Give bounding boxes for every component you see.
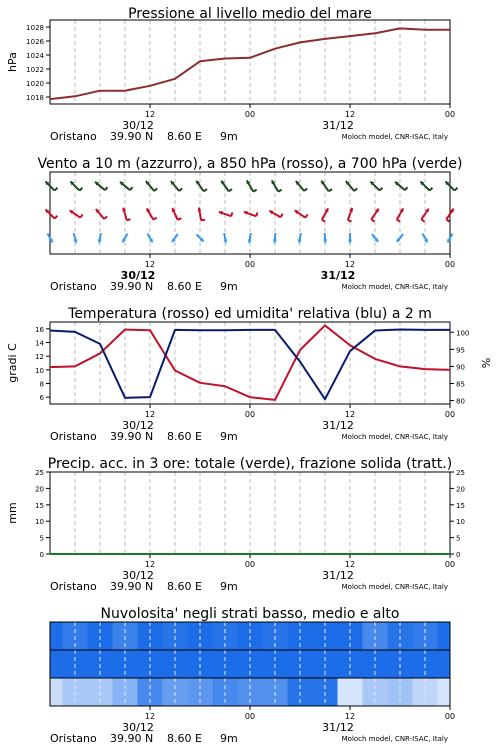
footer-elevation: 9m [220, 430, 238, 443]
cloud-cell-alto [50, 622, 63, 650]
chart-title: Temperatura (rosso) ed umidita' relativa (blu) a 2 m [68, 306, 432, 322]
wind-arrow-850 [397, 208, 404, 221]
y-tick-label: 1020 [26, 80, 44, 88]
y-tick-label: 10 [35, 518, 44, 527]
y-tick-label: 12 [35, 353, 44, 362]
y-tick-label: 5 [39, 534, 44, 543]
wind-arrow-700 [45, 181, 57, 190]
chart-title: Pressione al livello medio del mare [128, 6, 372, 22]
wind-arrow-700 [272, 180, 282, 191]
y-axis-label: hPa [6, 52, 19, 72]
wind-arrow-10m [248, 233, 252, 243]
y-tick-label: 1018 [26, 94, 44, 102]
footer-elevation: 9m [220, 280, 238, 293]
footer-elevation: 9m [220, 732, 238, 745]
date-label: 31/12 [320, 269, 356, 282]
cloud-cell-medio [50, 650, 63, 678]
wind-arrow-850 [244, 211, 258, 216]
footer-location: Oristano [50, 430, 97, 443]
y-tick-label: 16 [35, 325, 44, 334]
wind-arrow-700 [346, 181, 357, 191]
date-label: 30/12 [122, 419, 154, 432]
footer-location: Oristano [50, 130, 97, 143]
footer-location: Oristano [50, 580, 97, 593]
wind-arrow-850 [70, 210, 83, 217]
wind-arrow-850 [295, 210, 308, 217]
y-axis-label: mm [6, 502, 19, 524]
date-label: 31/12 [322, 119, 354, 132]
chart-title: Vento a 10 m (azzurro), a 850 hPa (rosso), a 700 hPa (verde) [37, 156, 463, 172]
footer-lat: 39.90 N [110, 280, 154, 293]
wind-arrow-10m [122, 234, 127, 243]
x-tick-label: 00 [244, 712, 256, 721]
footer-credit: Moloch model, CNR-ISAC, Italy [341, 433, 448, 441]
footer-credit: Moloch model, CNR-ISAC, Italy [341, 283, 448, 291]
wind-arrow-700 [296, 181, 307, 191]
date-label: 31/12 [322, 419, 354, 432]
footer-lat: 39.90 N [110, 130, 154, 143]
x-tick-label: 00 [444, 110, 456, 119]
y-tick-label: 1028 [26, 24, 44, 32]
footer-lon: 8.60 E [167, 430, 202, 443]
cloud-cell-alto [438, 622, 451, 650]
wind-arrow-700 [120, 182, 133, 190]
wind-arrow-850 [348, 208, 353, 222]
wind-arrow-10m [223, 233, 227, 243]
x-tick-label: 12 [144, 410, 156, 419]
x-tick-label: 00 [444, 560, 456, 569]
wind-arrow-700 [146, 181, 157, 191]
date-label: 31/12 [322, 569, 354, 582]
wind-arrow-10m [73, 233, 77, 243]
x-tick-label: 12 [344, 560, 356, 569]
wind-arrow-850 [96, 209, 107, 219]
footer-lat: 39.90 N [110, 732, 154, 745]
footer-lon: 8.60 E [167, 580, 202, 593]
y-axis-label-right: % [480, 357, 493, 369]
wind-arrow-850 [322, 208, 329, 221]
wind-arrow-700 [321, 181, 332, 192]
chart-title: Precip. acc. in 3 ore: totale (verde), frazione solida (tratt.) [47, 456, 453, 472]
temp-rh-chart [0, 298, 500, 446]
y-tick-label: 6 [39, 394, 44, 403]
wind-arrow-700 [420, 181, 432, 190]
y-tick-label: 95 [456, 346, 465, 355]
footer-lon: 8.60 E [167, 732, 202, 745]
wind-arrow-850 [122, 208, 130, 221]
x-tick-label: 00 [444, 712, 456, 721]
cloud-cell-medio [438, 650, 451, 678]
footer-lat: 39.90 N [110, 580, 154, 593]
pressure-panel [0, 0, 500, 148]
wind-arrow-700 [395, 182, 408, 190]
date-label: 30/12 [120, 269, 156, 282]
wind-arrow-850 [197, 208, 205, 221]
y-tick-label: 85 [456, 380, 465, 389]
wind-arrow-850 [219, 211, 233, 216]
y-axis-label: gradi C [6, 343, 19, 383]
wind-arrow-850 [45, 209, 57, 218]
x-tick-label: 12 [144, 110, 156, 119]
wind-arrow-700 [196, 181, 207, 192]
wind-arrow-10m [98, 233, 102, 243]
y-tick-label: 20 [35, 485, 44, 494]
y-tick-label: 80 [456, 397, 465, 406]
date-label: 30/12 [122, 721, 154, 734]
y-tick-label: 10 [35, 366, 44, 375]
x-tick-label: 00 [244, 110, 256, 119]
footer-elevation: 9m [220, 130, 238, 143]
wind-panel [0, 148, 500, 298]
precip-chart [0, 446, 500, 594]
wind-arrow-10m [273, 233, 277, 243]
plot-frame [50, 472, 450, 554]
date-label: 30/12 [122, 119, 154, 132]
y-tick-label: 25 [35, 469, 44, 477]
y-tick-label: 15 [35, 501, 44, 510]
y-tick-label: 100 [456, 329, 470, 338]
wind-chart [0, 148, 500, 298]
x-tick-label: 12 [344, 260, 356, 269]
wind-arrow-700 [95, 182, 108, 190]
wind-arrow-700 [247, 180, 257, 191]
x-tick-label: 00 [244, 260, 256, 269]
footer-elevation: 9m [220, 580, 238, 593]
x-tick-label: 12 [144, 712, 156, 721]
x-tick-label: 12 [144, 260, 156, 269]
y-tick-label: 1024 [26, 52, 44, 60]
y-tick-label: 25 [456, 469, 465, 477]
wind-arrow-700 [70, 181, 82, 190]
x-tick-label: 12 [344, 110, 356, 119]
wind-arrow-700 [370, 181, 382, 190]
date-label: 31/12 [322, 721, 354, 734]
x-tick-label: 00 [244, 410, 256, 419]
y-tick-label: 1022 [26, 66, 44, 74]
wind-arrow-850 [172, 208, 182, 220]
precip-panel [0, 446, 500, 594]
clouds-chart [0, 594, 500, 750]
footer-credit: Moloch model, CNR-ISAC, Italy [341, 583, 448, 591]
pressure-chart [0, 0, 500, 148]
y-tick-label: 0 [39, 551, 44, 559]
x-tick-label: 12 [144, 560, 156, 569]
wind-arrow-700 [171, 181, 182, 191]
wind-arrow-700 [445, 181, 457, 190]
x-tick-label: 00 [244, 560, 256, 569]
cloud-cell-basso [50, 678, 63, 706]
y-tick-label: 15 [456, 501, 465, 510]
x-tick-label: 00 [444, 260, 456, 269]
date-label: 30/12 [122, 569, 154, 582]
wind-arrow-850 [269, 211, 282, 218]
y-tick-label: 0 [456, 551, 461, 559]
x-tick-label: 00 [444, 410, 456, 419]
wind-arrow-10m [348, 233, 352, 243]
footer-credit: Moloch model, CNR-ISAC, Italy [341, 133, 448, 141]
temp-rh-panel [0, 298, 500, 446]
wind-arrow-700 [221, 181, 232, 192]
wind-arrow-10m [298, 233, 302, 243]
footer-lon: 8.60 E [167, 130, 202, 143]
cloud-cell-basso [438, 678, 451, 706]
y-tick-label: 8 [39, 380, 44, 389]
footer-lat: 39.90 N [110, 430, 154, 443]
wind-arrow-10m [423, 234, 428, 243]
x-tick-label: 12 [344, 410, 356, 419]
wind-arrow-10m [323, 233, 327, 243]
footer-location: Oristano [50, 732, 97, 745]
wind-arrow-850 [147, 208, 157, 219]
y-tick-label: 1026 [26, 38, 44, 46]
y-tick-label: 10 [456, 518, 465, 527]
x-tick-label: 12 [344, 712, 356, 721]
y-tick-label: 14 [35, 339, 44, 348]
footer-location: Oristano [50, 280, 97, 293]
footer-credit: Moloch model, CNR-ISAC, Italy [341, 735, 448, 743]
y-tick-label: 90 [456, 363, 465, 372]
y-tick-label: 5 [456, 534, 461, 543]
clouds-panel [0, 594, 500, 750]
chart-title: Nuvolosita' negli strati basso, medio e alto [100, 606, 400, 622]
y-tick-label: 20 [456, 485, 465, 494]
footer-lon: 8.60 E [167, 280, 202, 293]
wind-arrow-10m [148, 234, 153, 243]
